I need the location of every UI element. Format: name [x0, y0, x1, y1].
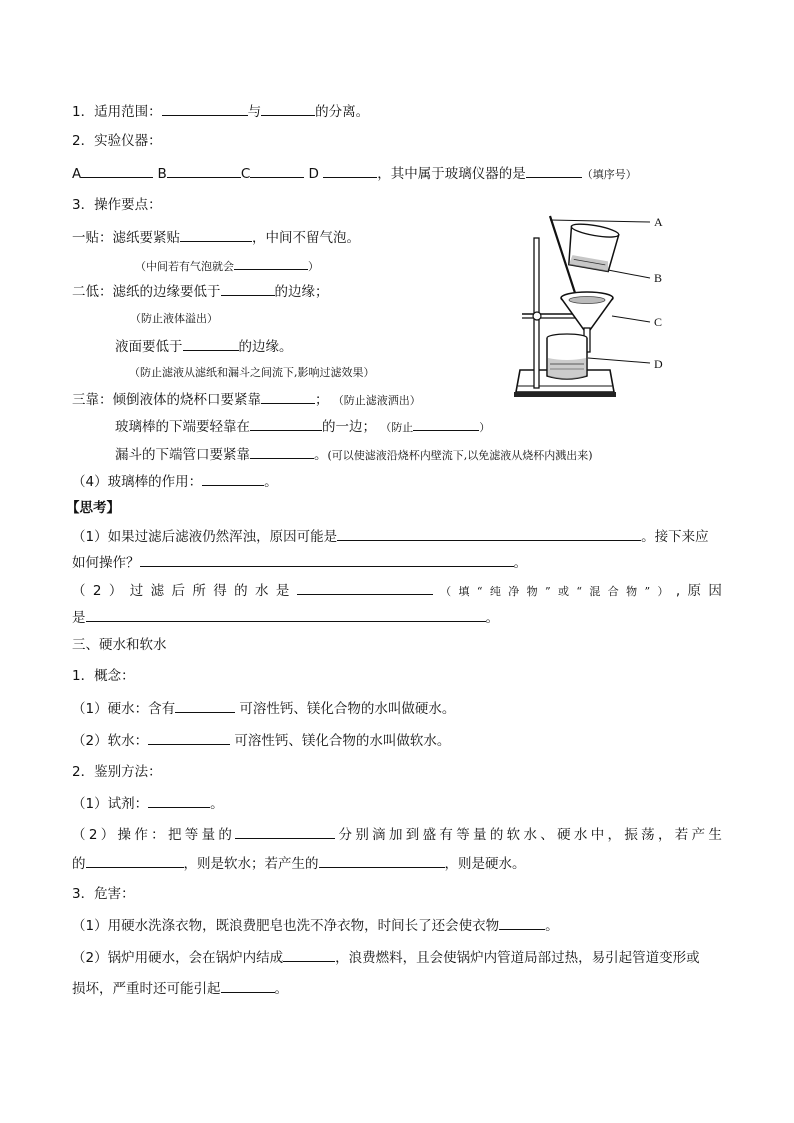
operation-blank-3[interactable] — [319, 854, 445, 868]
q2-char: 合 — [607, 585, 619, 598]
op-char: 量 — [201, 827, 216, 843]
think-q1-line2-text: 如何操作？ — [72, 555, 140, 571]
apparatus-d-label: D — [308, 166, 319, 182]
op-char: 量 — [473, 827, 487, 843]
think-q1-line-1 — [72, 527, 709, 546]
op-char: 生 — [708, 827, 722, 843]
op-char: 2 — [88, 827, 98, 843]
q2-char: “ — [476, 585, 483, 598]
rod-role-suffix: 。 — [264, 474, 278, 490]
q2-char: 2 — [92, 583, 102, 599]
op-char: ） — [100, 827, 115, 843]
apparatus-c-blank[interactable] — [250, 164, 304, 178]
two-low-1-prefix: 二低：滤纸的边缘要低于 — [72, 284, 221, 300]
op-char: 振 — [624, 827, 638, 843]
one-stick-note-suffix: ） — [308, 260, 319, 273]
operation-line2-suffix: ，则是硬水。 — [444, 856, 526, 872]
q2-char: （ — [440, 585, 452, 598]
op-char: 若 — [674, 827, 689, 843]
one-stick-note-blank[interactable] — [234, 256, 308, 270]
op-char: 软 — [506, 827, 521, 843]
receiving-beaker — [547, 334, 587, 379]
operation-blank-1[interactable] — [235, 825, 335, 839]
apparatus-c-label: C — [240, 166, 251, 182]
apparatus-b-label: B — [157, 166, 167, 182]
soft-water-suffix: 可溶性钙、镁化合物的水叫做软水。 — [234, 733, 451, 749]
one-stick-suffix: ，中间不留气泡。 — [252, 230, 360, 246]
harm-line-3 — [72, 979, 288, 998]
q2-char: 因 — [708, 583, 722, 599]
apparatus-b-blank[interactable] — [167, 164, 241, 178]
hard-water-line — [72, 699, 455, 718]
q2-char: 滤 — [150, 583, 165, 599]
apparatus-note: （填序号） — [581, 168, 637, 181]
q2-char: ） — [108, 583, 123, 599]
harm-2-suffix: ，浪费燃料，且会使锅炉内管道局部过热，易引起管道变形或 — [335, 950, 700, 966]
op-char: 别 — [355, 827, 369, 843]
q2-char: （ — [72, 583, 86, 599]
range-blank-2[interactable] — [261, 102, 315, 116]
apparatus-line — [72, 164, 637, 184]
q2-char: 得 — [213, 583, 227, 599]
three-lean-2-suffix: 的一边； — [322, 419, 376, 435]
reagent-line — [72, 794, 224, 813]
q2-char: 或 — [557, 585, 569, 598]
q2-char: 过 — [129, 583, 144, 599]
apparatus-title: 2．实验仪器： — [72, 133, 162, 149]
op-char: ： — [151, 827, 165, 843]
op-char: 、 — [540, 827, 554, 843]
harm-1-blank[interactable] — [499, 916, 545, 930]
three-lean-2-blank[interactable] — [250, 417, 322, 431]
three-lean-1-note: （防止滤液洒出） — [332, 394, 421, 407]
one-stick-note — [135, 256, 319, 276]
hard-water-prefix: （1）硬水：含有 — [72, 701, 176, 717]
operation-line-2 — [72, 854, 526, 873]
op-char: 荡 — [641, 827, 655, 843]
hard-soft-title: 三、硬水和软水 — [72, 637, 167, 653]
two-low-2-suffix: 的边缘。 — [238, 339, 293, 355]
label-b: B — [654, 271, 663, 285]
op-char: 有 — [439, 827, 453, 843]
harm-line-1 — [72, 916, 559, 935]
pouring-beaker — [565, 222, 620, 273]
one-stick-prefix: 一贴：滤纸要紧贴 — [72, 230, 180, 246]
op-char: 等 — [184, 827, 199, 843]
op-char: 把 — [167, 827, 182, 843]
three-lean-2-prefix: 玻璃棒的下端要轻靠在 — [115, 419, 250, 435]
harm-2-prefix: （2）锅炉用硬水，会在锅炉内结成 — [72, 950, 284, 966]
q2-char: 物 — [526, 585, 538, 598]
harm-2-line2-text: 损坏，严重时还可能引起 — [72, 981, 221, 997]
harm-2-blank-2[interactable] — [221, 979, 275, 993]
q2-char: “ — [576, 585, 582, 598]
harm-1-prefix: （1）用硬水洗涤衣物，既浪费肥皂也洗不净衣物，时间长了还会使衣物 — [72, 918, 500, 934]
harm-title: 3．危害： — [72, 886, 135, 902]
op-char: 的 — [218, 827, 232, 843]
one-stick-blank[interactable] — [180, 228, 252, 242]
op-char: ， — [657, 827, 672, 843]
q2-char: 混 — [589, 585, 601, 598]
hard-water-suffix: 可溶性钙、镁化合物的水叫做硬水。 — [239, 701, 456, 717]
three-lean-3-prefix: 漏斗的下端管口要紧靠 — [115, 447, 250, 463]
think-q2-line-1 — [72, 581, 722, 601]
one-stick-note-prefix: （中间若有气泡就会 — [135, 260, 234, 273]
operation-line2-mid: ，则是软水；若产生的 — [183, 856, 319, 872]
two-low-2-prefix: 液面要低于 — [115, 339, 183, 355]
q2-char: 后 — [171, 583, 185, 599]
think-q1-suffix: 。接下来应 — [641, 529, 709, 545]
soft-water-prefix: （2）软水： — [72, 733, 149, 749]
op-char: 的 — [489, 827, 504, 843]
apparatus-glass-blank[interactable] — [526, 164, 582, 178]
q2-char: ” — [544, 585, 551, 598]
reagent-blank[interactable] — [148, 794, 210, 808]
think-q2-end: 。 — [485, 610, 499, 626]
think-q2-line-2 — [72, 608, 499, 627]
label-c: C — [654, 315, 663, 329]
apparatus-a-label: A — [72, 166, 82, 182]
think-title: 【思考】 — [66, 500, 120, 516]
think-q1-end: 。 — [513, 555, 527, 571]
two-low-2-note: （防止滤液从滤纸和漏斗之间流下,影响过滤效果） — [129, 366, 375, 379]
range-blank-1[interactable] — [162, 102, 248, 116]
q2-char: 所 — [192, 583, 206, 599]
identify-title: 2．鉴别方法： — [72, 764, 162, 780]
reagent-prefix: （1）试剂： — [72, 796, 149, 812]
op-char: 分 — [338, 827, 353, 843]
op-char: 中 — [590, 827, 605, 843]
op-char: 水 — [523, 827, 537, 843]
range-prefix: 1．适用范围： — [72, 104, 162, 120]
harm-1-suffix: 。 — [545, 918, 559, 934]
three-lean-1-blank[interactable] — [261, 390, 315, 404]
q2-char: 原 — [687, 583, 702, 599]
op-char: 等 — [456, 827, 470, 843]
three-lean-3-suffix: 。 — [314, 447, 328, 463]
think-q1-line-2 — [72, 553, 527, 572]
q2-char: 净 — [508, 585, 520, 598]
op-char: 硬 — [557, 827, 571, 843]
two-low-2-blank[interactable] — [183, 337, 239, 351]
range-suffix: 的分离。 — [315, 104, 370, 120]
think-q1-blank-1[interactable] — [337, 527, 641, 541]
three-lean-3-note: (可以使滤液沿烧杯内壁流下,以免滤液从烧杯内溅出来) — [327, 449, 593, 462]
rod-role-prefix: （4）玻璃棒的作用： — [72, 474, 203, 490]
q2-char: 填 — [458, 585, 470, 598]
harm-line-2 — [72, 948, 700, 967]
op-char: 产 — [691, 827, 706, 843]
two-low-line-2 — [115, 337, 293, 356]
apparatus-glass-question: ，其中属于玻璃仪器的是 — [377, 166, 526, 182]
op-char: 滴 — [372, 827, 386, 843]
three-lean-2-note-suffix: ） — [479, 421, 491, 434]
q2-char: 是 — [275, 583, 290, 599]
op-char: 操 — [117, 827, 132, 843]
harm-2-blank-1[interactable] — [283, 948, 335, 962]
three-lean-2-note-blank[interactable] — [413, 417, 479, 431]
operation-line-1 — [72, 825, 722, 844]
op-char: 到 — [405, 827, 420, 843]
two-low-1-suffix: 的边缘； — [274, 284, 329, 300]
three-lean-3-blank[interactable] — [250, 445, 314, 459]
q2-char: 纯 — [489, 585, 501, 598]
think-q2-blank-1[interactable] — [297, 581, 433, 595]
op-char: 水 — [573, 827, 588, 843]
range-line — [72, 102, 369, 121]
operation-title: 3．操作要点： — [72, 197, 162, 213]
three-lean-1-suffix: ； — [315, 392, 329, 408]
operation-blank-2[interactable] — [86, 854, 184, 868]
three-lean-line-1 — [72, 390, 421, 410]
harm-2-end: 。 — [274, 981, 288, 997]
q2-char: 水 — [254, 583, 269, 599]
q2-char: 的 — [234, 583, 248, 599]
reagent-suffix: 。 — [210, 796, 224, 812]
q2-char: ” — [644, 585, 651, 598]
three-lean-1-prefix: 三靠：倾倒液体的烧杯口要紧靠 — [72, 392, 261, 408]
op-char: （ — [72, 827, 86, 843]
concept-title: 1．概念： — [72, 668, 135, 684]
three-lean-2-note-prefix: （防止 — [380, 421, 414, 434]
think-q2-line2-text: 是 — [72, 610, 86, 626]
think-q1-prefix: （1）如果过滤后滤液仍然浑浊，原因可能是 — [72, 529, 338, 545]
op-char: 作 — [134, 827, 148, 843]
q2-char: , — [675, 583, 681, 599]
three-lean-line-2 — [115, 417, 490, 437]
one-stick-line — [72, 228, 360, 247]
op-char: 盛 — [422, 827, 437, 843]
apparatus-d-blank[interactable] — [323, 164, 377, 178]
two-low-1-note: （防止液体溢出） — [130, 312, 218, 325]
label-d: D — [654, 357, 663, 371]
operation-line2-prefix: 的 — [72, 856, 86, 872]
think-q1-blank-2[interactable] — [140, 553, 514, 567]
label-a: A — [654, 215, 663, 229]
soft-water-blank[interactable] — [148, 731, 230, 745]
q2-char: 物 — [626, 585, 638, 598]
apparatus-a-blank[interactable] — [81, 164, 153, 178]
range-mid: 与 — [247, 104, 262, 120]
think-q2-blank-2[interactable] — [86, 608, 486, 622]
rod-role-line — [72, 472, 278, 491]
two-low-line-1 — [72, 282, 329, 301]
hard-water-blank[interactable] — [175, 699, 235, 713]
op-char: ， — [607, 827, 622, 843]
three-lean-line-3 — [115, 445, 593, 465]
soft-water-line — [72, 731, 450, 750]
rod-role-blank[interactable] — [202, 472, 264, 486]
two-low-1-blank[interactable] — [221, 282, 275, 296]
op-char: 加 — [388, 827, 403, 843]
filtration-apparatus-figure — [512, 208, 682, 404]
q2-char: ） — [657, 585, 669, 598]
